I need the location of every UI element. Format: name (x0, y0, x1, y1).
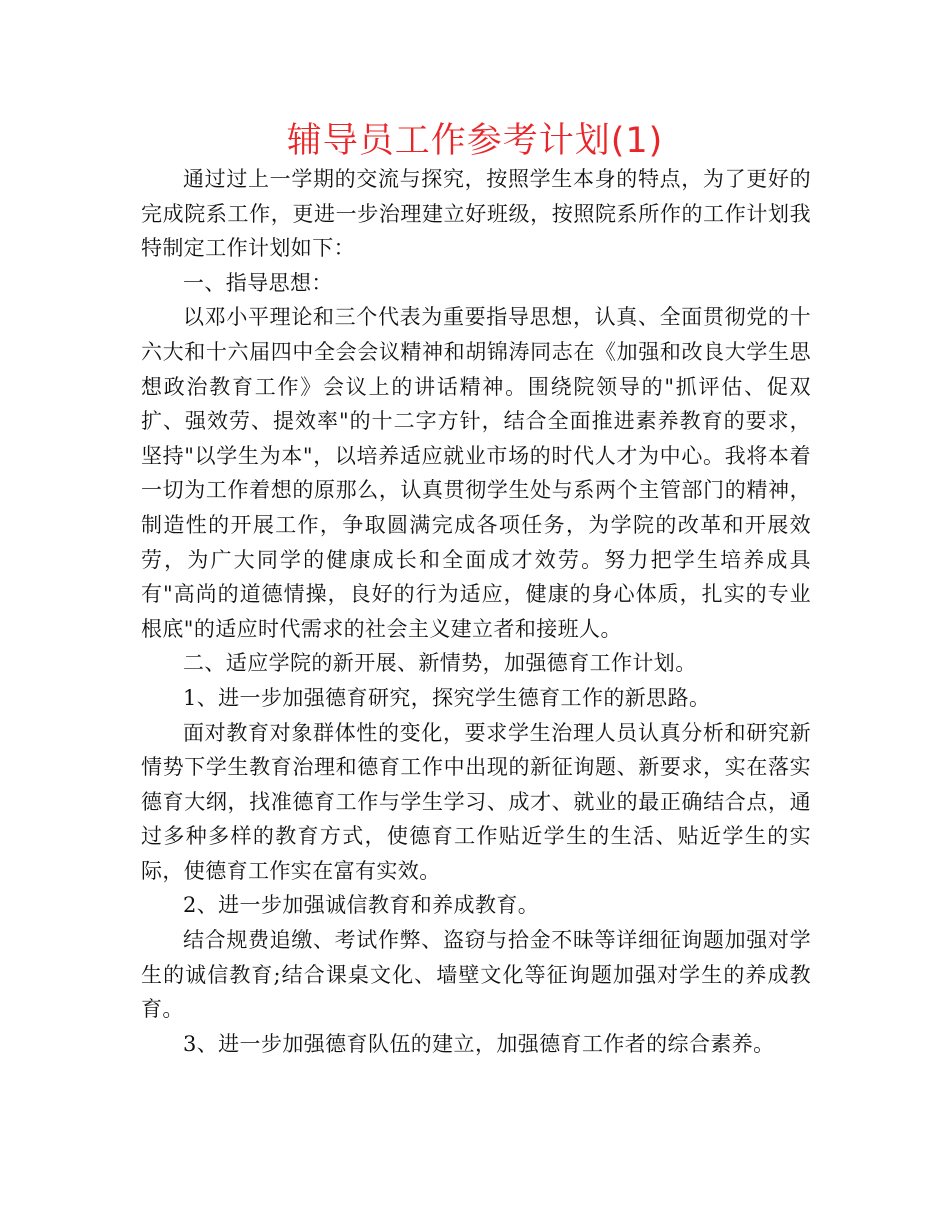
guiding-thought-paragraph: 以邓小平理论和三个代表为重要指导思想，认真、全面贯彻党的十六大和十六届四中全会会议精神和胡锦涛同志在《加强和改良大学生思想政治教育工作》会议上的讲话精神。围绕院领导的"抓评估、促双扩、强效劳、提效率"的十二字方针，结合全面推进素养教育的要求，坚持"以学生为本"，以培养适应就业市场的时代人才为中心。我将本着一切为工作着想的原那么，认真贯彻学生处与系两个主管部门的精神，制造性的开展工作，争取圆满完成各项任务，为学院的改革和开展效劳，为广大同学的健康成长和全面成才效劳。努力把学生培养成具有"高尚的道德情操，良好的行为适应，健康的身心体质，扎实的专业根底"的适应时代需求的社会主义建立者和接班人。 (141, 305, 811, 641)
item-heading-1: 1、进一步加强德育研究，探究学生德育工作的新思路。 (183, 685, 711, 710)
section-heading-guiding-thought: 一、指导思想： (183, 270, 333, 295)
item-heading-2: 2、进一步加强诚信教育和养成教育。 (183, 893, 540, 918)
document-body (141, 162, 811, 1061)
item-heading-3: 3、进一步加强德育队伍的建立，加强德育工作者的综合素养。 (183, 1031, 775, 1056)
section-heading-moral-education: 二、适应学院的新开展、新情势，加强德育工作计划。 (183, 651, 697, 676)
item-2-paragraph: 结合规费追缴、考试作弊、盗窃与拾金不昧等详细征询题加强对学生的诚信教育;结合课桌文化、墙壁文化等征询题加强对学生的养成教育。 (141, 928, 811, 1022)
document-title: 辅导员工作参考计划(1) (286, 121, 664, 161)
intro-paragraph: 通过过上一学期的交流与探究，按照学生本身的特点，为了更好的完成院系工作，更进一步治理建立好班级，按照院系所作的工作计划我特制定工作计划如下： (141, 167, 811, 261)
item-1-paragraph: 面对教育对象群体性的变化，要求学生治理人员认真分析和研究新情势下学生教育治理和德育工作中出现的新征询题、新要求，实在落实德育大纲，找准德育工作与学生学习、成才、就业的最正确结合点，通过多种多样的教育方式，使德育工作贴近学生的生活、贴近学生的实际，使德育工作实在富有实效。 (141, 720, 811, 883)
